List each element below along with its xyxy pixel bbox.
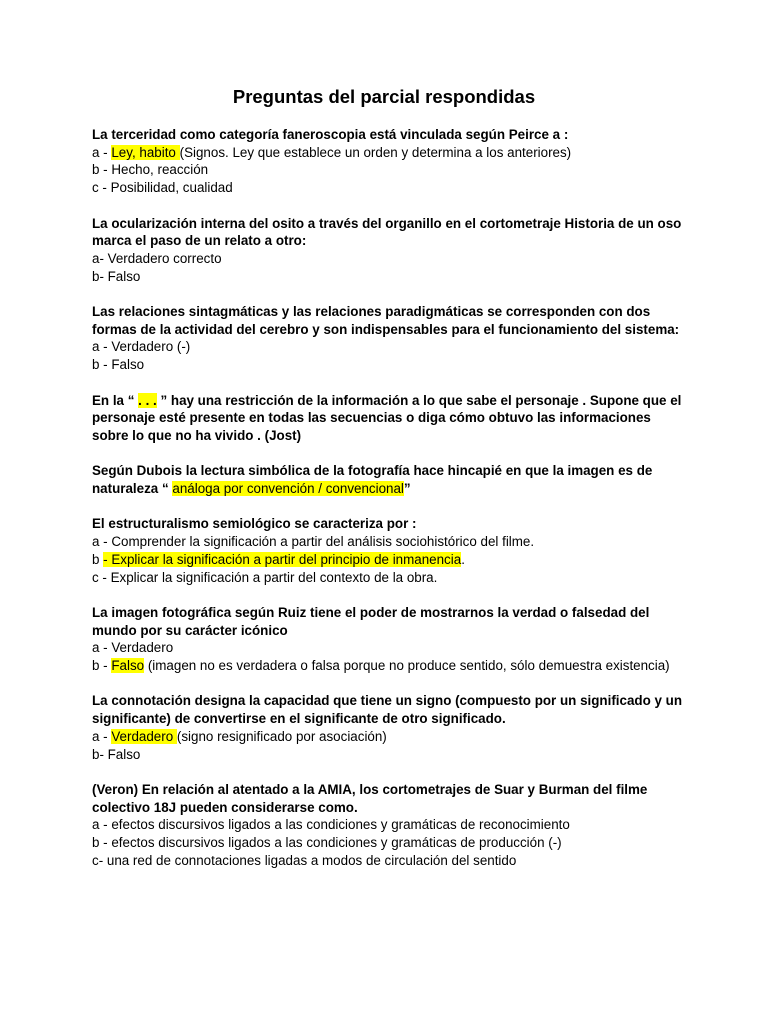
answer-option: a- Verdadero correcto [92,250,222,266]
answer-option [92,728,682,746]
option-prefix: a - [92,728,112,744]
answer-option [92,657,682,675]
question-block [92,303,682,374]
highlighted-answer: . . . [138,392,157,408]
answer-option: b - Hecho, reacción [92,162,209,178]
option-rest: (signo resignificado por asociación) [176,728,387,744]
highlighted-answer: Verdadero [111,728,177,744]
question-block [92,692,682,763]
question-block [92,462,682,497]
answer-option [92,144,682,162]
answer-option: b - Falso [92,357,145,373]
answer-option: c - Explicar la significación a partir del contexto de la obra. [92,569,438,585]
question-stem: La connotación designa la capacidad que tiene un signo (compuesto por un significado y un significante) de convertirse en el significante de otro significado. [92,693,682,727]
question-stem: El estructuralismo semiológico se caracteriza por : [92,516,417,532]
question-block [92,515,682,586]
answer-option: a - Verdadero (-) [92,339,191,355]
question-block [92,215,682,286]
question-stem [92,462,682,497]
question-stem: La terceridad como categoría faneroscopia está vinculada según Peirce a : [92,127,569,142]
highlighted-answer: Falso [111,658,145,673]
option-prefix: b - [92,658,112,673]
option-rest: . [461,551,465,567]
answer-option: a - Comprender la significación a partir del análisis sociohistórico del filme. [92,534,535,550]
question-stem: La imagen fotográfica según Ruiz tiene el poder de mostrarnos la verdad o falsedad del mundo por su carácter icónico [92,604,650,638]
stem-text: En la “ [92,392,139,408]
option-prefix: b [92,551,104,567]
answer-option: b- Falso [92,268,141,284]
answer-option: b- Falso [92,746,141,762]
option-prefix: a - [92,144,112,160]
question-block [92,604,682,675]
highlighted-answer: - Explicar la significación a partir del principio de inmanencia [103,551,462,567]
answer-option: c- una red de connotaciones ligadas a modos de circulación del sentido [92,852,517,868]
stem-text: ” hay una restricción de la información a lo que sabe el personaje . Supone que el personaje esté presente en todas las secuencias o diga cómo obtuvo las informaciones sobre lo que no ha vivido . (Jost) [92,392,682,443]
question-block [92,781,682,870]
question-stem [92,392,682,445]
stem-text: ” [403,481,411,496]
question-stem: La ocularización interna del osito a través del organillo en el cortometraje Historia de un oso marca el paso de un relato a otro: [92,215,682,249]
highlighted-answer: análoga por convención / convencional [172,481,404,496]
answer-option: b - efectos discursivos ligados a las condiciones y gramáticas de producción (-) [92,835,562,850]
answer-option [92,551,682,569]
option-rest: (imagen no es verdadera o falsa porque no produce sentido, sólo demuestra existencia) [144,658,670,673]
answer-option: a - Verdadero [92,640,174,656]
highlighted-answer: Ley, habito [111,144,180,160]
answer-option: c - Posibilidad, cualidad [92,180,233,196]
stem-text: Según Dubois la lectura simbólica de la fotografía hace hincapié en que la imagen es de naturaleza “ [92,463,653,496]
question-block [92,392,682,445]
question-block [92,126,682,197]
question-stem: (Veron) En relación al atentado a la AMIA, los cortometrajes de Suar y Burman del filme colectivo 18J pueden considerarse como. [92,781,648,815]
document-title: Preguntas del parcial respondidas [232,86,536,107]
question-stem: Las relaciones sintagmáticas y las relaciones paradigmáticas se corresponden con dos formas de la actividad del cerebro y son indispensables para el funcionamiento del sistema: [92,304,680,337]
document-body [92,126,682,887]
option-rest: (Signos. Ley que establece un orden y determina a los anteriores) [179,144,572,160]
answer-option: a - efectos discursivos ligados a las condiciones y gramáticas de reconocimiento [92,817,570,833]
